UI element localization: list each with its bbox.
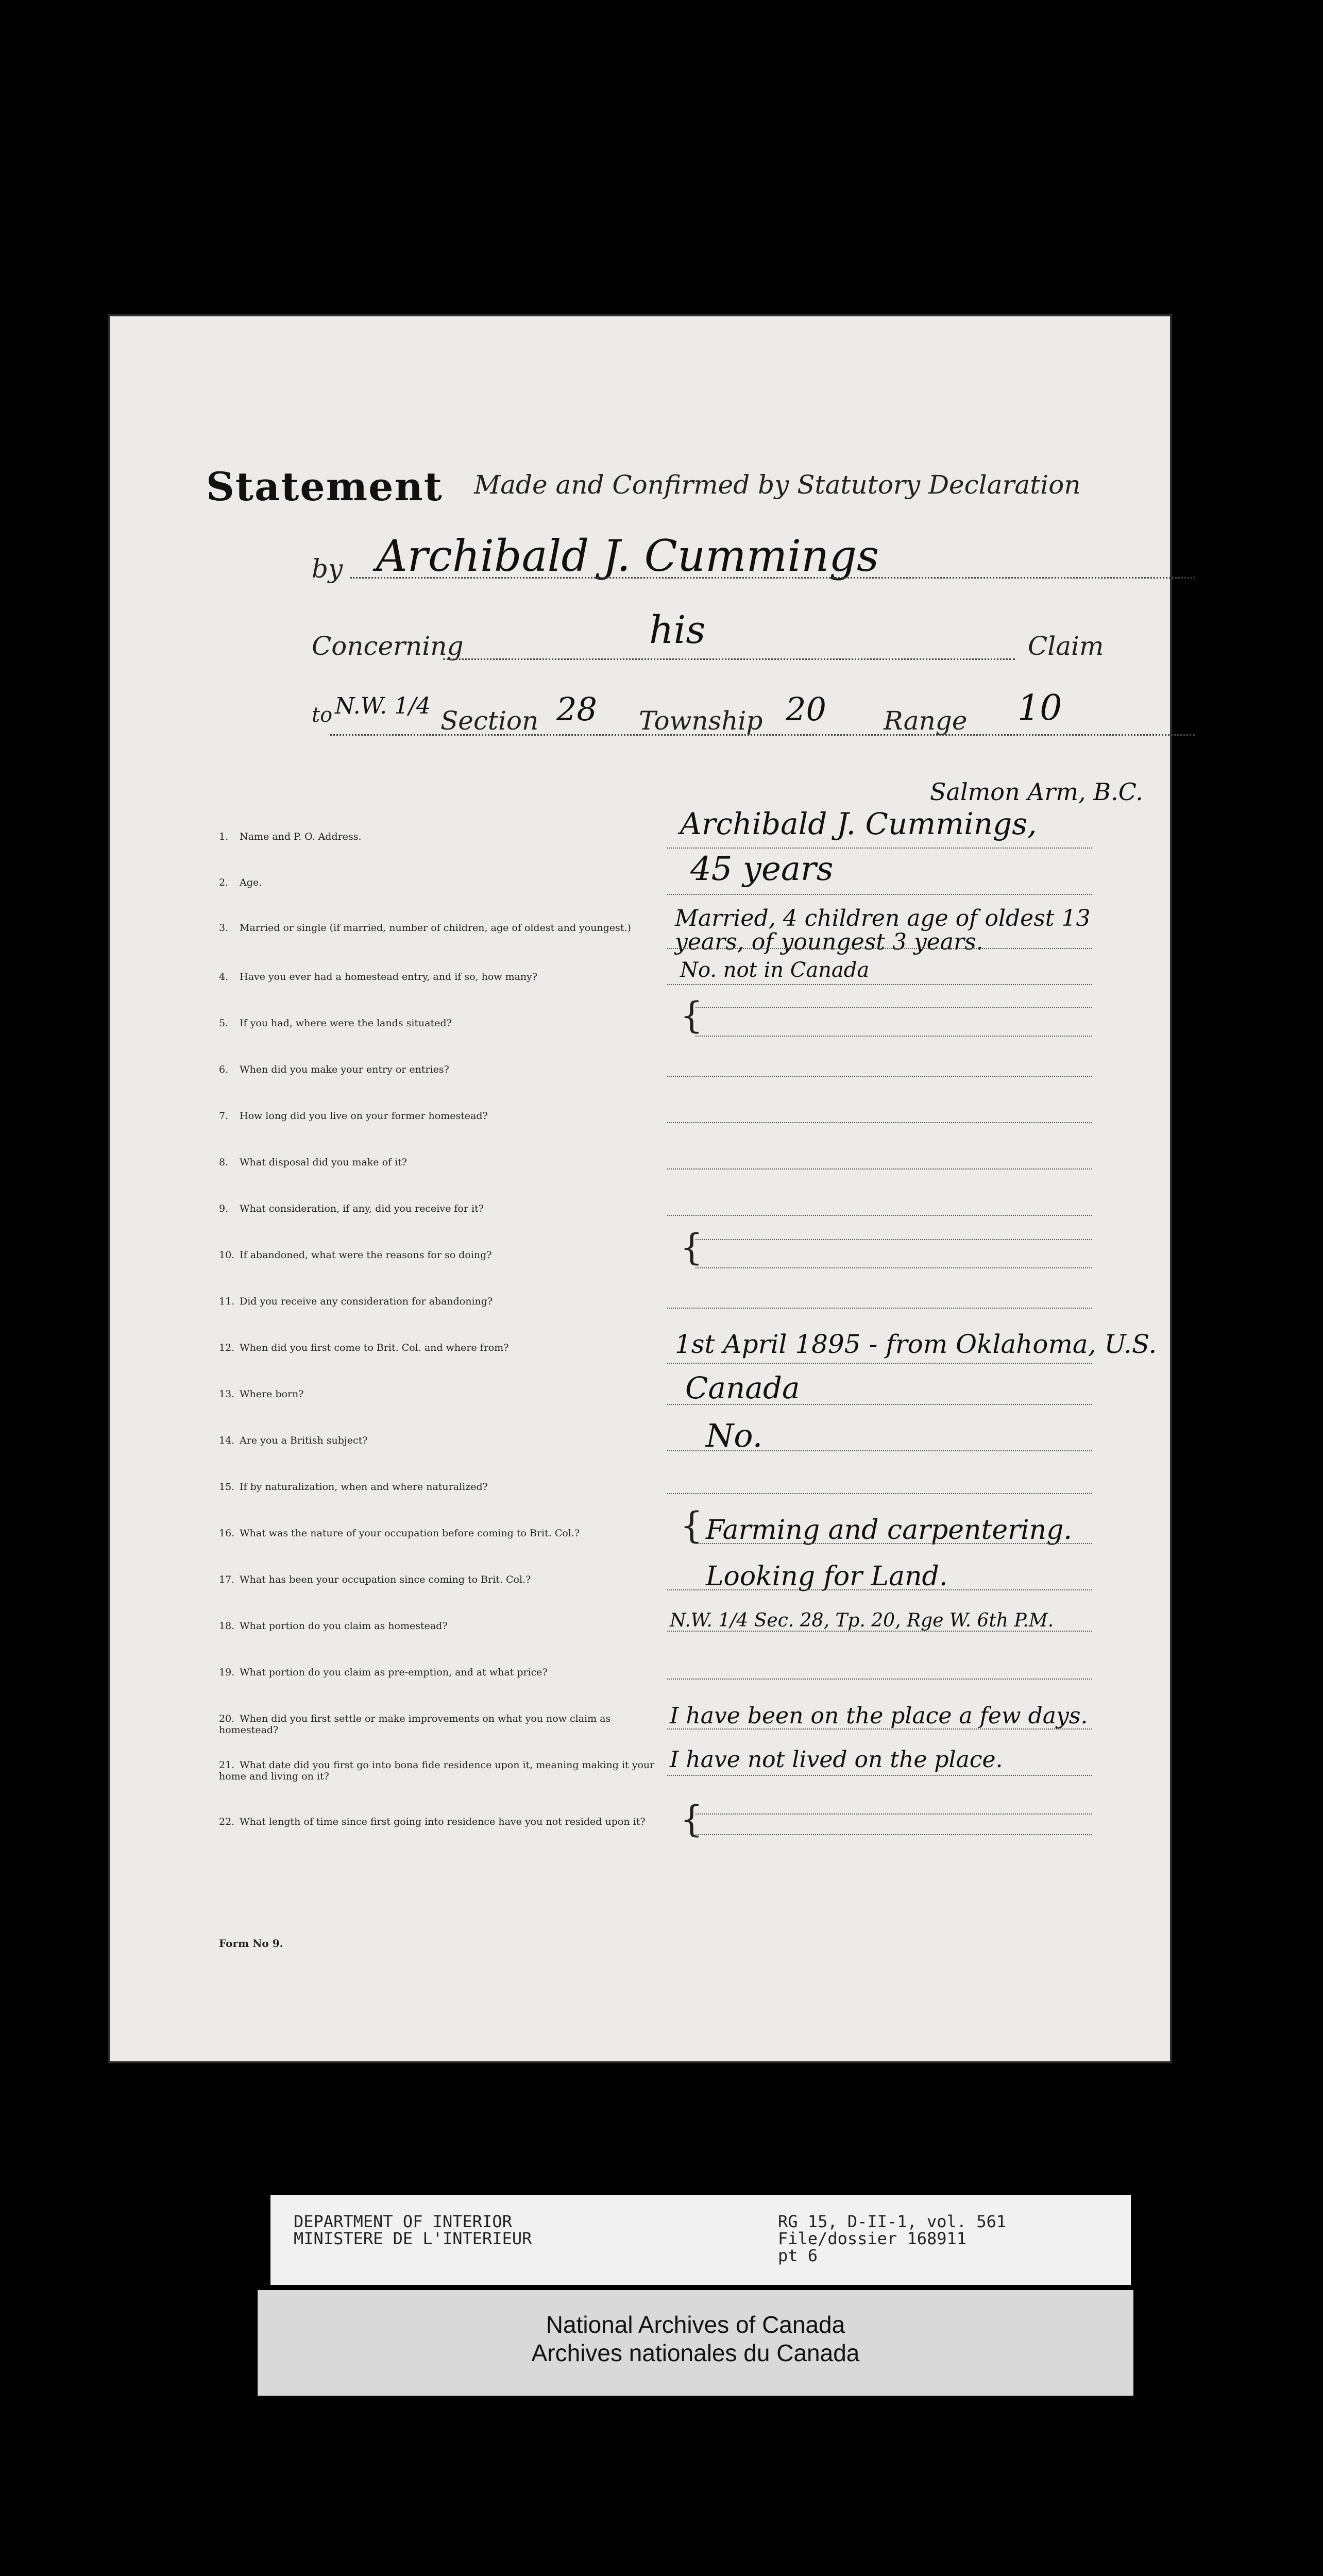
answer-line-7 <box>667 1122 1092 1123</box>
answer-line-1 <box>667 848 1092 849</box>
by-line <box>350 577 1195 579</box>
answer-21: I have not lived on the place. <box>670 1747 1003 1773</box>
answer-line-6 <box>667 1076 1092 1077</box>
brace-16: { <box>680 1504 703 1547</box>
answer-line-20 <box>667 1728 1092 1730</box>
question-20: 20. When did you first settle or make improvements on what you now claim as homestead? <box>219 1713 611 1736</box>
form-heading <box>206 464 1133 510</box>
form-subtitle: Made and Confirmed by Statutory Declaration <box>474 470 1081 500</box>
question-14: 14. Are you a British subject? <box>219 1435 368 1446</box>
question-17: 17. What has been your occupation since coming to Brit. Col.? <box>219 1574 531 1585</box>
quarter-value: N.W. 1/4 <box>335 693 431 719</box>
answer-line-4 <box>667 984 1092 985</box>
archives-english: National Archives of Canada <box>546 2311 845 2338</box>
question-10: 10. If abandoned, what were the reasons for so doing? <box>219 1249 492 1261</box>
answer-line-12 <box>667 1363 1092 1364</box>
question-4: 4. Have you ever had a homestead entry, and if so, how many? <box>219 971 538 982</box>
township-value: 20 <box>786 690 826 728</box>
question-22: 22. What length of time since first going into residence have you not resided upon it? <box>219 1816 646 1827</box>
answer-13: Canada <box>685 1370 800 1405</box>
question-19: 19. What portion do you claim as pre-emption, and at what price? <box>219 1667 548 1678</box>
question-2: 2. Age. <box>219 877 262 888</box>
brace-10: { <box>680 1226 703 1268</box>
part-number: pt 6 <box>778 2246 818 2265</box>
declarant-name: Archibald J. Cummings <box>376 531 879 581</box>
answer-12: 1st April 1895 - from Oklahoma, U.S. <box>675 1329 1157 1359</box>
answer-16: Farming and carpentering. <box>706 1515 1072 1546</box>
answer-line-18 <box>667 1631 1092 1632</box>
answer-line-14 <box>667 1450 1092 1451</box>
range-value: 10 <box>1017 688 1062 728</box>
answer-1: Archibald J. Cummings, <box>680 806 1037 841</box>
question-9: 9. What consideration, if any, did you receive for it? <box>219 1203 484 1214</box>
record-group: RG 15, D-II-1, vol. 561 <box>778 2212 1007 2231</box>
section-value: 28 <box>556 690 597 728</box>
address-extra: Salmon Arm, B.C. <box>930 778 1143 806</box>
answer-14: No. <box>706 1417 763 1454</box>
question-13: 13. Where born? <box>219 1388 304 1400</box>
answer-line-11 <box>667 1308 1092 1309</box>
answer-line-21 <box>667 1775 1092 1776</box>
answer-line-9 <box>667 1215 1092 1216</box>
answer-17: Looking for Land. <box>706 1561 948 1592</box>
question-16: 16. What was the nature of your occupation before coming to Brit. Col.? <box>219 1528 580 1539</box>
to-label: to <box>312 703 333 727</box>
brace-22: { <box>680 1798 703 1840</box>
question-18: 18. What portion do you claim as homestead? <box>219 1620 448 1632</box>
department-label <box>270 2195 1131 2285</box>
answer-4: No. not in Canada <box>680 958 870 982</box>
answer-18: N.W. 1/4 Sec. 28, Tp. 20, Rge W. 6th P.M. <box>670 1610 1054 1631</box>
answer-2: 45 years <box>690 850 834 888</box>
archives-french: Archives nationales du Canada <box>531 2340 860 2366</box>
dept-english: DEPARTMENT OF INTERIOR <box>294 2212 512 2231</box>
brace-5: { <box>680 994 703 1037</box>
file-number: File/dossier 168911 <box>778 2229 967 2248</box>
answer-line-16 <box>696 1543 1092 1544</box>
answer-line-10a <box>696 1239 1092 1240</box>
answer-line-2 <box>667 894 1092 895</box>
answer-line-19 <box>667 1679 1092 1680</box>
question-5: 5. If you had, where were the lands situated? <box>219 1018 452 1029</box>
question-1: 1. Name and P. O. Address. <box>219 831 362 842</box>
answer-line-5a <box>696 1007 1092 1008</box>
question-7: 7. How long did you live on your former homestead? <box>219 1110 488 1122</box>
answer-3: Married, 4 children age of oldest 13 years, of youngest 3 years. <box>675 905 1091 955</box>
section-label: Section <box>440 706 539 736</box>
concerning-line <box>443 658 1015 660</box>
question-12: 12. When did you first come to Brit. Col. and where from? <box>219 1342 509 1353</box>
answer-line-13 <box>667 1404 1092 1405</box>
answer-line-10b <box>696 1267 1092 1268</box>
archives-label <box>258 2290 1133 2396</box>
answer-line-15 <box>667 1493 1092 1494</box>
township-label: Township <box>639 706 763 736</box>
question-21: 21. What date did you first go into bona fide residence upon it, meaning making it your home and living on it? <box>219 1759 655 1782</box>
answer-line-8 <box>667 1168 1092 1170</box>
answer-line-17 <box>667 1589 1092 1590</box>
concerning-label: Concerning <box>312 631 464 661</box>
range-label: Range <box>884 706 968 736</box>
question-11: 11. Did you receive any consideration for abandoning? <box>219 1296 493 1307</box>
answer-line-22b <box>696 1834 1092 1835</box>
statement-title: Statement <box>206 464 443 510</box>
location-line <box>330 734 1195 736</box>
claim-label: Claim <box>1028 631 1104 661</box>
answer-line-5b <box>696 1036 1092 1037</box>
dept-french: MINISTERE DE L'INTERIEUR <box>294 2229 532 2248</box>
form-number: Form No 9. <box>219 1937 283 1950</box>
answer-20: I have been on the place a few days. <box>670 1703 1088 1729</box>
answer-line-22a <box>696 1814 1092 1815</box>
answer-line-3 <box>667 948 1092 949</box>
question-15: 15. If by naturalization, when and where naturalized? <box>219 1481 488 1493</box>
question-8: 8. What disposal did you make of it? <box>219 1157 407 1168</box>
concerning-value: his <box>649 608 706 652</box>
declaration-form <box>108 314 1172 2063</box>
question-6: 6. When did you make your entry or entries? <box>219 1064 449 1075</box>
by-label: by <box>312 554 343 584</box>
question-3: 3. Married or single (if married, number of children, age of oldest and youngest.) <box>219 922 631 934</box>
